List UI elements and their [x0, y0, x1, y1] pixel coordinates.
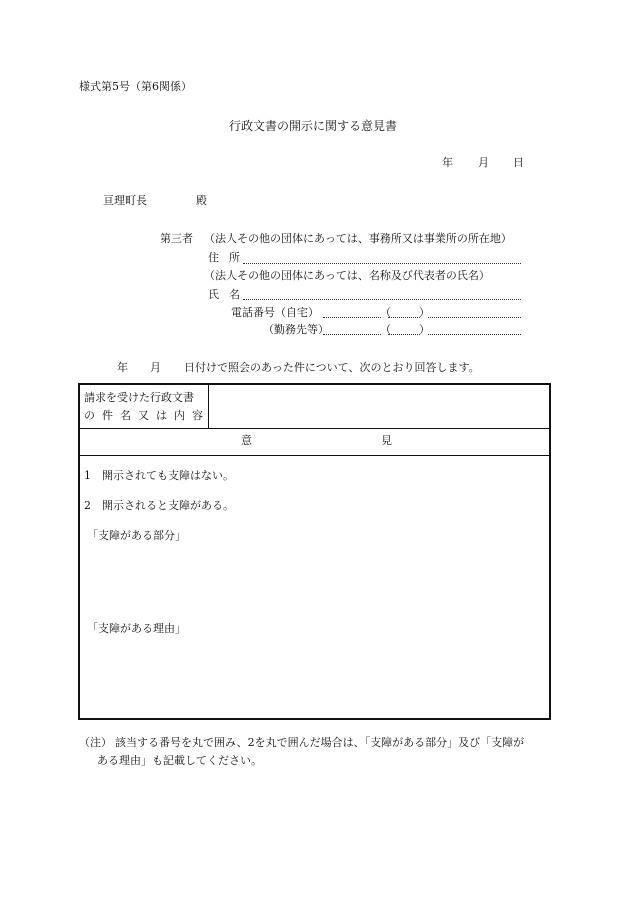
- phone-home-area-line[interactable]: [323, 317, 381, 318]
- subject-header-line2: の 件 名 又 は 内 容: [84, 409, 203, 422]
- addressee-name: 亘理町長: [103, 194, 147, 207]
- date-year: 年: [442, 156, 453, 169]
- note-line-1: 該当する番号を丸で囲み、2を丸で囲んだ場合は、「支障がある部分」及び「支障が: [115, 736, 525, 749]
- part-label: 「支障がある部分」: [87, 529, 186, 542]
- phone-home-label: 電話番号（自宅）: [231, 306, 319, 319]
- form-number: 様式第5号（第6関係）: [79, 80, 192, 93]
- reason-label: 「支障がある理由」: [87, 622, 186, 635]
- address-label: 住 所: [208, 251, 240, 264]
- phone-home-number-line[interactable]: [428, 317, 521, 318]
- option-1: 1 開示されても支障はない。: [84, 469, 234, 482]
- address-note: （法人その他の団体にあっては、事務所又は事業所の所在地）: [204, 232, 512, 245]
- subject-header-line1: 請求を受けた行政文書: [84, 391, 194, 404]
- phone-work-paren-close: ）: [419, 323, 430, 336]
- phone-work-number-line[interactable]: [428, 334, 521, 335]
- name-note: （法人その他の団体にあっては、名称及び代表者の氏名）: [204, 269, 490, 282]
- option-2: 2 開示されると支障がある。: [84, 499, 234, 512]
- phone-work-paren-open: （: [380, 323, 391, 336]
- phone-work-label: （勤務先等）: [263, 323, 329, 336]
- phone-work-area-line[interactable]: [323, 334, 381, 335]
- row-divider-1: [80, 428, 549, 429]
- phone-home-paren-close: ）: [419, 306, 430, 319]
- third-party-label: 第三者: [160, 232, 193, 245]
- phone-work-mid-line[interactable]: [388, 334, 420, 335]
- note-line-2: ある理由」も記載してください。: [97, 754, 262, 767]
- opinion-table: [78, 383, 551, 720]
- subject-input[interactable]: [209, 385, 549, 428]
- note-label: （注）: [79, 736, 112, 749]
- intro-month: 月: [150, 361, 161, 374]
- name-line[interactable]: [243, 299, 521, 300]
- phone-home-paren-open: （: [380, 306, 391, 319]
- opinion-input[interactable]: [80, 456, 549, 718]
- intro-text: 日付けで照会のあった件について、次のとおり回答します。: [184, 361, 480, 374]
- opinion-label-1: 意: [241, 434, 252, 447]
- address-line[interactable]: [243, 263, 521, 264]
- date-month: 月: [478, 156, 489, 169]
- addressee-honorific: 殿: [196, 194, 207, 207]
- document-title: 行政文書の開示に関する意見書: [229, 119, 398, 133]
- name-label: 氏 名: [208, 288, 240, 301]
- date-day: 日: [513, 156, 524, 169]
- phone-home-mid-line[interactable]: [388, 317, 420, 318]
- opinion-label-2: 見: [381, 434, 392, 447]
- intro-year: 年: [117, 361, 128, 374]
